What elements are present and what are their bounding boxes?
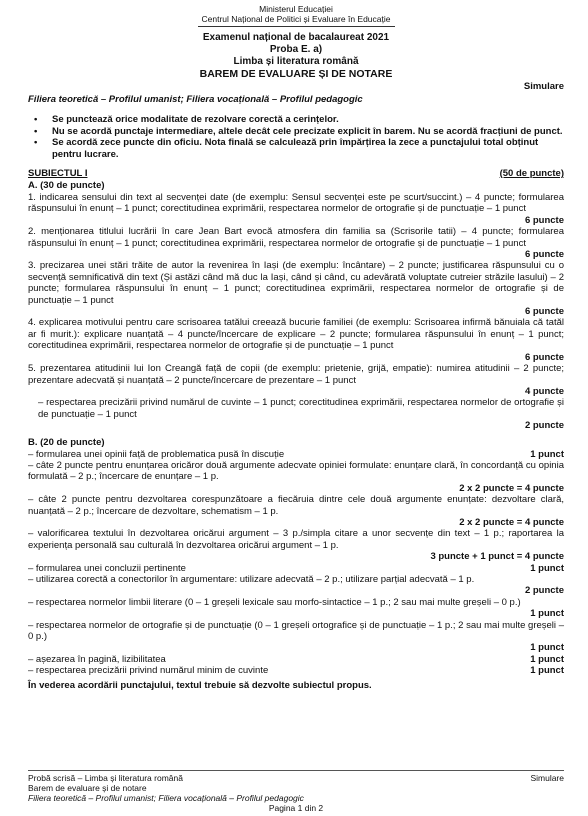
item-text: 5. prezentarea atitudinii lui Ion Creangă față de copii (de exemplu: prietenie, grijă, empatie): numirea atitudinii – 2 puncte; prezentare adecvată și nuanțată – 2 puncte/încercare de prezentare – 1 punct [28, 363, 564, 386]
item-points: 6 puncte [524, 306, 564, 318]
item-text: – formularea unei concluzii pertinente [28, 562, 186, 574]
section-b-title: B. (20 de puncte) [28, 436, 105, 448]
exam-title: Examenul național de bacalaureat 2021 [202, 32, 390, 43]
item-text: 4. explicarea motivului pentru care scrisoarea tatălui creează bucurie familiei (de exemplu: Scrisoarea infirmă bănuiala că tatăl ar fi murit.): explicare nuanțată – 4 puncte/încercare de explicare – 2 puncte; formularea răspunsului în enunț – 1 punct; corectitudinea exprimării, respectarea normelor de ortografie și de punctuație – 1 punct [28, 317, 564, 352]
subject-title: Limba și literatura română [233, 56, 359, 67]
item-points: 3 puncte + 1 punct = 4 puncte [430, 551, 564, 563]
item-points: 1 punct [530, 665, 564, 677]
proba-title: Proba E. a) [269, 44, 323, 55]
item-text: – formularea unei opinii față de problematica pusă în discuție [28, 448, 285, 460]
section-a-title: A. (30 de puncte) [28, 180, 105, 191]
page-footer [28, 770, 564, 813]
rule-item: • Nu se acordă punctaje intermediare, altele decât cele precizate explicit în barem. Nu se acordă fracțiuni de punct. [42, 126, 564, 138]
item-text: – valorificarea textului în dezvoltarea oricărui argument – 3 p./simpla citare a unor secvențe din text – 1 p.; raportarea la experiența personală sau culturală în dezvoltarea oricărui argument – 1 p. [28, 528, 564, 551]
item-text: – respectarea normelor de ortografie și de punctuație (0 – 1 greșeli ortografice și de punctuație – 1 p.; 2 sau mai multe greșeli – 0 p.) [28, 619, 564, 643]
item-text: – câte 2 puncte pentru enunțarea oricăror două argumente adecvate opiniei formulate: enunțare clară, în concordanță cu opinia formulată – 2 p.; încercare de enunțare – 1 p. [28, 459, 564, 483]
item-text: 3. precizarea unei stări trăite de autor la revenirea în Iași (de exemplu: încântare) – 2 puncte; justificarea răspunsului cu o secvență semnificativă din text (Și astăzi când mă duc la Iași, când și când, cu adevărată voluptate cutreier străzile lasului) – 2 puncte; formularea răspunsului în enunț – 1 punct; corectitudinea exprimării, respectarea normelor de ortografie și de punctuație – 1 punct [28, 260, 564, 306]
item-points: 1 punct [530, 653, 564, 665]
list-item [28, 563, 564, 574]
simulare-label: Simulare [523, 81, 564, 92]
item-points: 6 puncte [524, 249, 564, 261]
item-text: – câte 2 puncte pentru dezvoltarea corespunzătoare a fiecăruia dintre cele două argumente enunțate: dezvoltare clară, nuanțată – 2 p.; încercare de dezvoltare, schematism – 1 p. [28, 494, 564, 517]
section-a-items [28, 192, 564, 432]
center-name: Centrul Național de Politici și Evaluare în Educație [198, 14, 395, 27]
list-item [28, 449, 564, 460]
general-rules [28, 114, 564, 160]
document-page [28, 4, 564, 692]
ministry-name: Ministerul Educației [259, 4, 333, 14]
item-points: 1 punct [530, 642, 564, 654]
rule-item: • Se punctează orice modalitate de rezolvare corectă a cerințelor. [42, 114, 564, 126]
item-text: – respectarea normelor limbii literare (0 – 1 greșeli lexicale sau morfo-sintactice – 1 p.; 2 sau mai multe greșeli – 0 p.) [28, 596, 521, 608]
footer-line: Barem de evaluare și de notare [28, 783, 147, 793]
item-points: 1 punct [530, 448, 564, 460]
subiect-points: (50 de puncte) [499, 168, 564, 179]
item-points: 6 puncte [524, 214, 564, 226]
item-text: – respectarea precizării privind numărul minim de cuvinte [28, 665, 269, 677]
page-number: Pagina 1 din 2 [268, 803, 324, 813]
footer-simulare: Simulare [530, 773, 564, 783]
item-text: – respectarea precizării privind numărul de cuvinte – 1 punct; corectitudinea exprimării, respectarea normelor de ortografie și de punctuație – 1 punct [38, 397, 564, 420]
list-item [28, 665, 564, 676]
item-points: 2 puncte [524, 420, 564, 432]
rule-item: • Se acordă zece puncte din oficiu. Nota finală se calculează prin împărțirea la zece a punctajului total obținut pentru lucrare. [42, 137, 564, 160]
item-text: 1. indicarea sensului din text al secvenței date (de exemplu: Sensul secvenței este pe scurt/succint.) – 4 puncte; formularea răspunsului în enunț – 1 punct; corectitudinea exprimării, respectarea normelor de ortografie și de punctuație – 1 punct [28, 192, 564, 215]
item-points: 4 puncte [524, 385, 564, 397]
item-points: 6 puncte [524, 351, 564, 363]
final-note: În vederea acordării punctajului, textul trebuie să dezvolte subiectul propus. [28, 679, 372, 691]
item-points: 2 x 2 puncte = 4 puncte [459, 516, 564, 528]
subiect-title: SUBIECTUL I [28, 168, 88, 179]
section-b-items [28, 449, 564, 677]
item-text: – așezarea în pagină, lizibilitatea [28, 653, 166, 665]
item-points: 2 puncte [524, 585, 564, 597]
item-text: – utilizarea corectă a conectorilor în argumentare: utilizare adecvată – 2 p.; utilizare parțial adecvată – 1 p. [28, 574, 475, 585]
item-text: 2. menționarea titlului lucrării în care Jean Bart evocă atmosfera din familia sa (Scrisorile tatii) – 4 puncte; formularea răspunsului în enunț – 1 punct; corectitudinea exprimării, respectarea normelor de ortografie și de punctuație – 1 punct [28, 226, 564, 249]
footer-line: Filiera teoretică – Profilul umanist; Filiera vocațională – Profilul pedagogic [28, 793, 304, 803]
filiera-line: Filiera teoretică – Profilul umanist; Filiera vocațională – Profilul pedagogic [28, 94, 363, 105]
item-points: 1 punct [530, 608, 564, 620]
item-points: 2 x 2 puncte = 4 puncte [459, 482, 564, 494]
item-points: 1 punct [530, 562, 564, 574]
list-item [28, 654, 564, 665]
barem-title: BAREM DE EVALUARE ȘI DE NOTARE [199, 68, 393, 80]
footer-line: Probă scrisă – Limba și literatura română [28, 773, 183, 783]
subiect-heading [28, 168, 564, 180]
